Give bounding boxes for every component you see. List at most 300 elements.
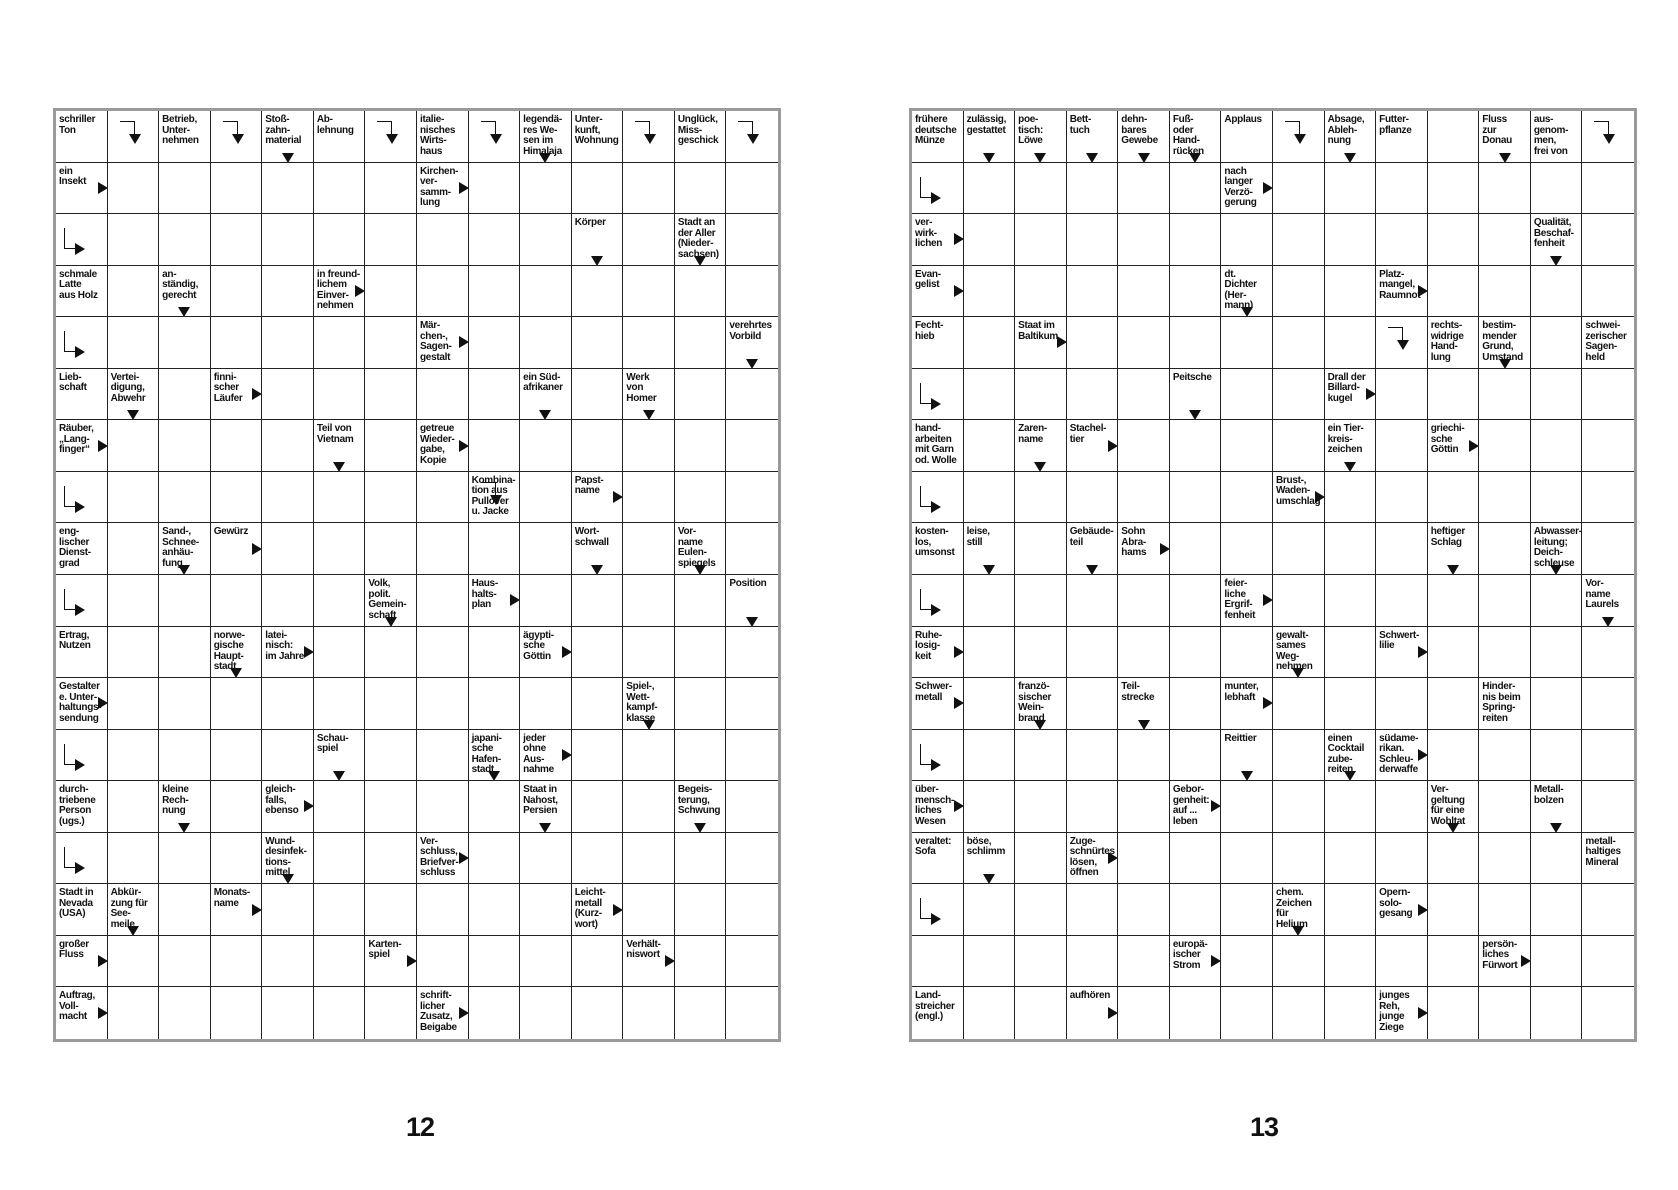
- answer-cell[interactable]: [314, 627, 366, 679]
- answer-cell[interactable]: [159, 472, 211, 524]
- answer-cell[interactable]: [520, 987, 572, 1039]
- answer-cell[interactable]: [1582, 420, 1634, 472]
- answer-cell[interactable]: [675, 730, 727, 782]
- answer-cell[interactable]: [56, 833, 108, 885]
- answer-cell[interactable]: [964, 730, 1016, 782]
- answer-cell[interactable]: [572, 987, 624, 1039]
- answer-cell[interactable]: [1015, 369, 1067, 421]
- answer-cell[interactable]: [108, 678, 160, 730]
- answer-cell[interactable]: [365, 163, 417, 215]
- answer-cell[interactable]: [1118, 163, 1170, 215]
- answer-cell[interactable]: [1531, 627, 1583, 679]
- answer-cell[interactable]: [1531, 936, 1583, 988]
- answer-cell[interactable]: [623, 420, 675, 472]
- answer-cell[interactable]: [262, 266, 314, 318]
- answer-cell[interactable]: [262, 317, 314, 369]
- answer-cell[interactable]: [211, 987, 263, 1039]
- answer-cell[interactable]: [365, 730, 417, 782]
- answer-cell[interactable]: [675, 627, 727, 679]
- answer-cell[interactable]: [1582, 678, 1634, 730]
- answer-cell[interactable]: [469, 163, 521, 215]
- answer-cell[interactable]: [1582, 163, 1634, 215]
- answer-cell[interactable]: [365, 987, 417, 1039]
- answer-cell[interactable]: [1479, 523, 1531, 575]
- answer-cell[interactable]: [726, 730, 778, 782]
- answer-cell[interactable]: [912, 369, 964, 421]
- answer-cell[interactable]: [623, 987, 675, 1039]
- answer-cell[interactable]: [469, 420, 521, 472]
- answer-cell[interactable]: [1479, 575, 1531, 627]
- answer-cell[interactable]: [1015, 472, 1067, 524]
- answer-cell[interactable]: [1325, 575, 1377, 627]
- answer-cell[interactable]: [1221, 317, 1273, 369]
- answer-cell[interactable]: [912, 884, 964, 936]
- answer-cell[interactable]: [623, 884, 675, 936]
- answer-cell[interactable]: [1067, 472, 1119, 524]
- answer-cell[interactable]: [1067, 678, 1119, 730]
- answer-cell[interactable]: [417, 523, 469, 575]
- answer-cell[interactable]: [469, 627, 521, 679]
- answer-cell[interactable]: [964, 214, 1016, 266]
- answer-cell[interactable]: [314, 936, 366, 988]
- answer-cell[interactable]: [572, 678, 624, 730]
- answer-cell[interactable]: [159, 730, 211, 782]
- answer-cell[interactable]: [365, 472, 417, 524]
- answer-cell[interactable]: [1582, 987, 1634, 1039]
- answer-cell[interactable]: [1067, 214, 1119, 266]
- answer-cell[interactable]: [1118, 936, 1170, 988]
- answer-cell[interactable]: [623, 730, 675, 782]
- answer-cell[interactable]: [108, 266, 160, 318]
- answer-cell[interactable]: [1067, 936, 1119, 988]
- answer-cell[interactable]: [1067, 266, 1119, 318]
- answer-cell[interactable]: [520, 523, 572, 575]
- answer-cell[interactable]: [1582, 111, 1634, 163]
- answer-cell[interactable]: [108, 575, 160, 627]
- answer-cell[interactable]: [1273, 936, 1325, 988]
- answer-cell[interactable]: [1325, 781, 1377, 833]
- answer-cell[interactable]: [469, 678, 521, 730]
- answer-cell[interactable]: [417, 266, 469, 318]
- answer-cell[interactable]: [1273, 111, 1325, 163]
- answer-cell[interactable]: [365, 317, 417, 369]
- answer-cell[interactable]: [1582, 730, 1634, 782]
- answer-cell[interactable]: [572, 936, 624, 988]
- answer-cell[interactable]: [1221, 833, 1273, 885]
- answer-cell[interactable]: [1325, 936, 1377, 988]
- answer-cell[interactable]: [1325, 627, 1377, 679]
- answer-cell[interactable]: [964, 420, 1016, 472]
- answer-cell[interactable]: [964, 987, 1016, 1039]
- answer-cell[interactable]: [417, 627, 469, 679]
- answer-cell[interactable]: [417, 678, 469, 730]
- answer-cell[interactable]: [1582, 523, 1634, 575]
- answer-cell[interactable]: [1118, 575, 1170, 627]
- answer-cell[interactable]: [1582, 369, 1634, 421]
- answer-cell[interactable]: [1531, 678, 1583, 730]
- answer-cell[interactable]: [108, 317, 160, 369]
- answer-cell[interactable]: [1325, 266, 1377, 318]
- answer-cell[interactable]: [1015, 627, 1067, 679]
- answer-cell[interactable]: [1015, 781, 1067, 833]
- answer-cell[interactable]: [623, 627, 675, 679]
- answer-cell[interactable]: [1221, 472, 1273, 524]
- answer-cell[interactable]: [1325, 678, 1377, 730]
- answer-cell[interactable]: [964, 678, 1016, 730]
- answer-cell[interactable]: [1170, 163, 1222, 215]
- answer-cell[interactable]: [726, 936, 778, 988]
- answer-cell[interactable]: [1273, 781, 1325, 833]
- answer-cell[interactable]: [1428, 833, 1480, 885]
- answer-cell[interactable]: [1531, 730, 1583, 782]
- answer-cell[interactable]: [365, 884, 417, 936]
- answer-cell[interactable]: [417, 884, 469, 936]
- answer-cell[interactable]: [726, 523, 778, 575]
- answer-cell[interactable]: [1067, 781, 1119, 833]
- answer-cell[interactable]: [964, 266, 1016, 318]
- answer-cell[interactable]: [1015, 884, 1067, 936]
- answer-cell[interactable]: [1170, 987, 1222, 1039]
- answer-cell[interactable]: [1118, 781, 1170, 833]
- answer-cell[interactable]: [572, 420, 624, 472]
- answer-cell[interactable]: [1376, 575, 1428, 627]
- answer-cell[interactable]: [469, 369, 521, 421]
- answer-cell[interactable]: [675, 884, 727, 936]
- answer-cell[interactable]: [314, 987, 366, 1039]
- answer-cell[interactable]: [1273, 317, 1325, 369]
- answer-cell[interactable]: [211, 472, 263, 524]
- answer-cell[interactable]: [314, 369, 366, 421]
- answer-cell[interactable]: [1325, 214, 1377, 266]
- answer-cell[interactable]: [108, 627, 160, 679]
- answer-cell[interactable]: [314, 163, 366, 215]
- answer-cell[interactable]: [211, 678, 263, 730]
- answer-cell[interactable]: [520, 884, 572, 936]
- answer-cell[interactable]: [1273, 523, 1325, 575]
- answer-cell[interactable]: [365, 833, 417, 885]
- answer-cell[interactable]: [1428, 936, 1480, 988]
- answer-cell[interactable]: [1531, 472, 1583, 524]
- answer-cell[interactable]: [572, 833, 624, 885]
- answer-cell[interactable]: [159, 678, 211, 730]
- answer-cell[interactable]: [1376, 833, 1428, 885]
- answer-cell[interactable]: [572, 317, 624, 369]
- answer-cell[interactable]: [211, 317, 263, 369]
- answer-cell[interactable]: [469, 833, 521, 885]
- answer-cell[interactable]: [520, 420, 572, 472]
- answer-cell[interactable]: [365, 369, 417, 421]
- answer-cell[interactable]: [1170, 627, 1222, 679]
- answer-cell[interactable]: [211, 163, 263, 215]
- answer-cell[interactable]: [1015, 833, 1067, 885]
- answer-cell[interactable]: [417, 214, 469, 266]
- answer-cell[interactable]: [211, 111, 263, 163]
- answer-cell[interactable]: [108, 163, 160, 215]
- answer-cell[interactable]: [1015, 523, 1067, 575]
- answer-cell[interactable]: [365, 523, 417, 575]
- answer-cell[interactable]: [108, 781, 160, 833]
- answer-cell[interactable]: [964, 369, 1016, 421]
- answer-cell[interactable]: [108, 214, 160, 266]
- answer-cell[interactable]: [365, 111, 417, 163]
- answer-cell[interactable]: [623, 111, 675, 163]
- answer-cell[interactable]: [675, 936, 727, 988]
- answer-cell[interactable]: [1376, 369, 1428, 421]
- answer-cell[interactable]: [675, 987, 727, 1039]
- answer-cell[interactable]: [1479, 163, 1531, 215]
- answer-cell[interactable]: [1067, 575, 1119, 627]
- answer-cell[interactable]: [1273, 678, 1325, 730]
- answer-cell[interactable]: [912, 575, 964, 627]
- answer-cell[interactable]: [262, 214, 314, 266]
- answer-cell[interactable]: [1273, 420, 1325, 472]
- answer-cell[interactable]: [572, 730, 624, 782]
- answer-cell[interactable]: [726, 163, 778, 215]
- answer-cell[interactable]: [572, 266, 624, 318]
- answer-cell[interactable]: [726, 987, 778, 1039]
- answer-cell[interactable]: [1531, 420, 1583, 472]
- answer-cell[interactable]: [1428, 627, 1480, 679]
- answer-cell[interactable]: [572, 781, 624, 833]
- answer-cell[interactable]: [262, 420, 314, 472]
- answer-cell[interactable]: [1118, 730, 1170, 782]
- answer-cell[interactable]: [1582, 936, 1634, 988]
- answer-cell[interactable]: [469, 781, 521, 833]
- answer-cell[interactable]: [520, 163, 572, 215]
- answer-cell[interactable]: [623, 472, 675, 524]
- answer-cell[interactable]: [159, 627, 211, 679]
- answer-cell[interactable]: [1582, 884, 1634, 936]
- answer-cell[interactable]: [1273, 575, 1325, 627]
- answer-cell[interactable]: [912, 163, 964, 215]
- answer-cell[interactable]: [108, 420, 160, 472]
- answer-cell[interactable]: [1118, 987, 1170, 1039]
- answer-cell[interactable]: [572, 575, 624, 627]
- answer-cell[interactable]: [1118, 472, 1170, 524]
- answer-cell[interactable]: [964, 317, 1016, 369]
- answer-cell[interactable]: [1531, 987, 1583, 1039]
- answer-cell[interactable]: [1325, 987, 1377, 1039]
- answer-cell[interactable]: [1479, 730, 1531, 782]
- answer-cell[interactable]: [675, 472, 727, 524]
- answer-cell[interactable]: [365, 781, 417, 833]
- answer-cell[interactable]: [314, 833, 366, 885]
- answer-cell[interactable]: [1479, 420, 1531, 472]
- answer-cell[interactable]: [1428, 111, 1480, 163]
- answer-cell[interactable]: [417, 369, 469, 421]
- answer-cell[interactable]: [675, 833, 727, 885]
- answer-cell[interactable]: [623, 523, 675, 575]
- answer-cell[interactable]: [1170, 420, 1222, 472]
- answer-cell[interactable]: [1067, 317, 1119, 369]
- answer-cell[interactable]: [211, 266, 263, 318]
- answer-cell[interactable]: [159, 369, 211, 421]
- answer-cell[interactable]: [417, 781, 469, 833]
- answer-cell[interactable]: [675, 266, 727, 318]
- answer-cell[interactable]: [675, 420, 727, 472]
- answer-cell[interactable]: [1170, 884, 1222, 936]
- answer-cell[interactable]: [1273, 266, 1325, 318]
- answer-cell[interactable]: [469, 111, 521, 163]
- answer-cell[interactable]: [159, 987, 211, 1039]
- answer-cell[interactable]: [1273, 833, 1325, 885]
- answer-cell[interactable]: [520, 936, 572, 988]
- answer-cell[interactable]: [1531, 369, 1583, 421]
- answer-cell[interactable]: [1376, 523, 1428, 575]
- answer-cell[interactable]: [675, 575, 727, 627]
- answer-cell[interactable]: [1015, 936, 1067, 988]
- answer-cell[interactable]: [1273, 369, 1325, 421]
- answer-cell[interactable]: [262, 575, 314, 627]
- answer-cell[interactable]: [623, 781, 675, 833]
- answer-cell[interactable]: [108, 523, 160, 575]
- answer-cell[interactable]: [520, 472, 572, 524]
- answer-cell[interactable]: [1118, 214, 1170, 266]
- answer-cell[interactable]: [365, 420, 417, 472]
- answer-cell[interactable]: [1531, 884, 1583, 936]
- answer-cell[interactable]: [964, 472, 1016, 524]
- answer-cell[interactable]: [1221, 214, 1273, 266]
- answer-cell[interactable]: [1170, 678, 1222, 730]
- answer-cell[interactable]: [262, 369, 314, 421]
- answer-cell[interactable]: [1582, 266, 1634, 318]
- answer-cell[interactable]: [1221, 936, 1273, 988]
- answer-cell[interactable]: [1428, 472, 1480, 524]
- answer-cell[interactable]: [1170, 214, 1222, 266]
- answer-cell[interactable]: [1170, 317, 1222, 369]
- answer-cell[interactable]: [1428, 214, 1480, 266]
- answer-cell[interactable]: [1376, 214, 1428, 266]
- answer-cell[interactable]: [365, 214, 417, 266]
- answer-cell[interactable]: [314, 472, 366, 524]
- answer-cell[interactable]: [1118, 884, 1170, 936]
- answer-cell[interactable]: [520, 266, 572, 318]
- answer-cell[interactable]: [1118, 266, 1170, 318]
- answer-cell[interactable]: [1118, 369, 1170, 421]
- answer-cell[interactable]: [912, 472, 964, 524]
- answer-cell[interactable]: [1067, 163, 1119, 215]
- answer-cell[interactable]: [262, 730, 314, 782]
- answer-cell[interactable]: [262, 936, 314, 988]
- answer-cell[interactable]: [56, 317, 108, 369]
- answer-cell[interactable]: [314, 678, 366, 730]
- answer-cell[interactable]: [469, 317, 521, 369]
- answer-cell[interactable]: [365, 266, 417, 318]
- answer-cell[interactable]: [964, 575, 1016, 627]
- answer-cell[interactable]: [1067, 369, 1119, 421]
- answer-cell[interactable]: [262, 472, 314, 524]
- answer-cell[interactable]: [56, 575, 108, 627]
- answer-cell[interactable]: [1531, 317, 1583, 369]
- answer-cell[interactable]: [469, 987, 521, 1039]
- answer-cell[interactable]: [1376, 936, 1428, 988]
- answer-cell[interactable]: [675, 317, 727, 369]
- answer-cell[interactable]: [469, 936, 521, 988]
- answer-cell[interactable]: [1428, 884, 1480, 936]
- answer-cell[interactable]: [1170, 266, 1222, 318]
- answer-cell[interactable]: [159, 936, 211, 988]
- answer-cell[interactable]: [1479, 214, 1531, 266]
- answer-cell[interactable]: [726, 369, 778, 421]
- answer-cell[interactable]: [1015, 266, 1067, 318]
- answer-cell[interactable]: [1582, 472, 1634, 524]
- answer-cell[interactable]: [675, 678, 727, 730]
- answer-cell[interactable]: [1067, 884, 1119, 936]
- answer-cell[interactable]: [726, 781, 778, 833]
- answer-cell[interactable]: [1170, 730, 1222, 782]
- answer-cell[interactable]: [1428, 369, 1480, 421]
- answer-cell[interactable]: [1221, 420, 1273, 472]
- answer-cell[interactable]: [1376, 420, 1428, 472]
- answer-cell[interactable]: [1428, 730, 1480, 782]
- answer-cell[interactable]: [520, 678, 572, 730]
- answer-cell[interactable]: [623, 575, 675, 627]
- answer-cell[interactable]: [726, 214, 778, 266]
- answer-cell[interactable]: [262, 884, 314, 936]
- answer-cell[interactable]: [1273, 214, 1325, 266]
- answer-cell[interactable]: [1428, 987, 1480, 1039]
- answer-cell[interactable]: [726, 472, 778, 524]
- answer-cell[interactable]: [1221, 781, 1273, 833]
- answer-cell[interactable]: [726, 833, 778, 885]
- answer-cell[interactable]: [912, 730, 964, 782]
- answer-cell[interactable]: [211, 420, 263, 472]
- answer-cell[interactable]: [417, 472, 469, 524]
- answer-cell[interactable]: [314, 523, 366, 575]
- answer-cell[interactable]: [1273, 987, 1325, 1039]
- answer-cell[interactable]: [1479, 627, 1531, 679]
- answer-cell[interactable]: [1221, 523, 1273, 575]
- answer-cell[interactable]: [108, 833, 160, 885]
- answer-cell[interactable]: [159, 884, 211, 936]
- answer-cell[interactable]: [1582, 781, 1634, 833]
- answer-cell[interactable]: [56, 730, 108, 782]
- answer-cell[interactable]: [964, 781, 1016, 833]
- answer-cell[interactable]: [1531, 575, 1583, 627]
- answer-cell[interactable]: [417, 730, 469, 782]
- answer-cell[interactable]: [417, 936, 469, 988]
- answer-cell[interactable]: [469, 523, 521, 575]
- answer-cell[interactable]: [1479, 266, 1531, 318]
- answer-cell[interactable]: [314, 781, 366, 833]
- answer-cell[interactable]: [469, 884, 521, 936]
- answer-cell[interactable]: [1015, 575, 1067, 627]
- answer-cell[interactable]: [623, 163, 675, 215]
- answer-cell[interactable]: [1428, 266, 1480, 318]
- answer-cell[interactable]: [1479, 987, 1531, 1039]
- answer-cell[interactable]: [108, 987, 160, 1039]
- answer-cell[interactable]: [1221, 884, 1273, 936]
- answer-cell[interactable]: [964, 884, 1016, 936]
- answer-cell[interactable]: [314, 214, 366, 266]
- answer-cell[interactable]: [108, 936, 160, 988]
- answer-cell[interactable]: [1015, 730, 1067, 782]
- answer-cell[interactable]: [726, 111, 778, 163]
- answer-cell[interactable]: [1015, 987, 1067, 1039]
- answer-cell[interactable]: [159, 163, 211, 215]
- answer-cell[interactable]: [1376, 781, 1428, 833]
- answer-cell[interactable]: [572, 369, 624, 421]
- answer-cell[interactable]: [1118, 317, 1170, 369]
- answer-cell[interactable]: [1531, 833, 1583, 885]
- answer-cell[interactable]: [108, 730, 160, 782]
- answer-cell[interactable]: [520, 214, 572, 266]
- answer-cell[interactable]: [1170, 833, 1222, 885]
- answer-cell[interactable]: [1221, 627, 1273, 679]
- answer-cell[interactable]: [675, 163, 727, 215]
- answer-cell[interactable]: [1428, 678, 1480, 730]
- answer-cell[interactable]: [572, 627, 624, 679]
